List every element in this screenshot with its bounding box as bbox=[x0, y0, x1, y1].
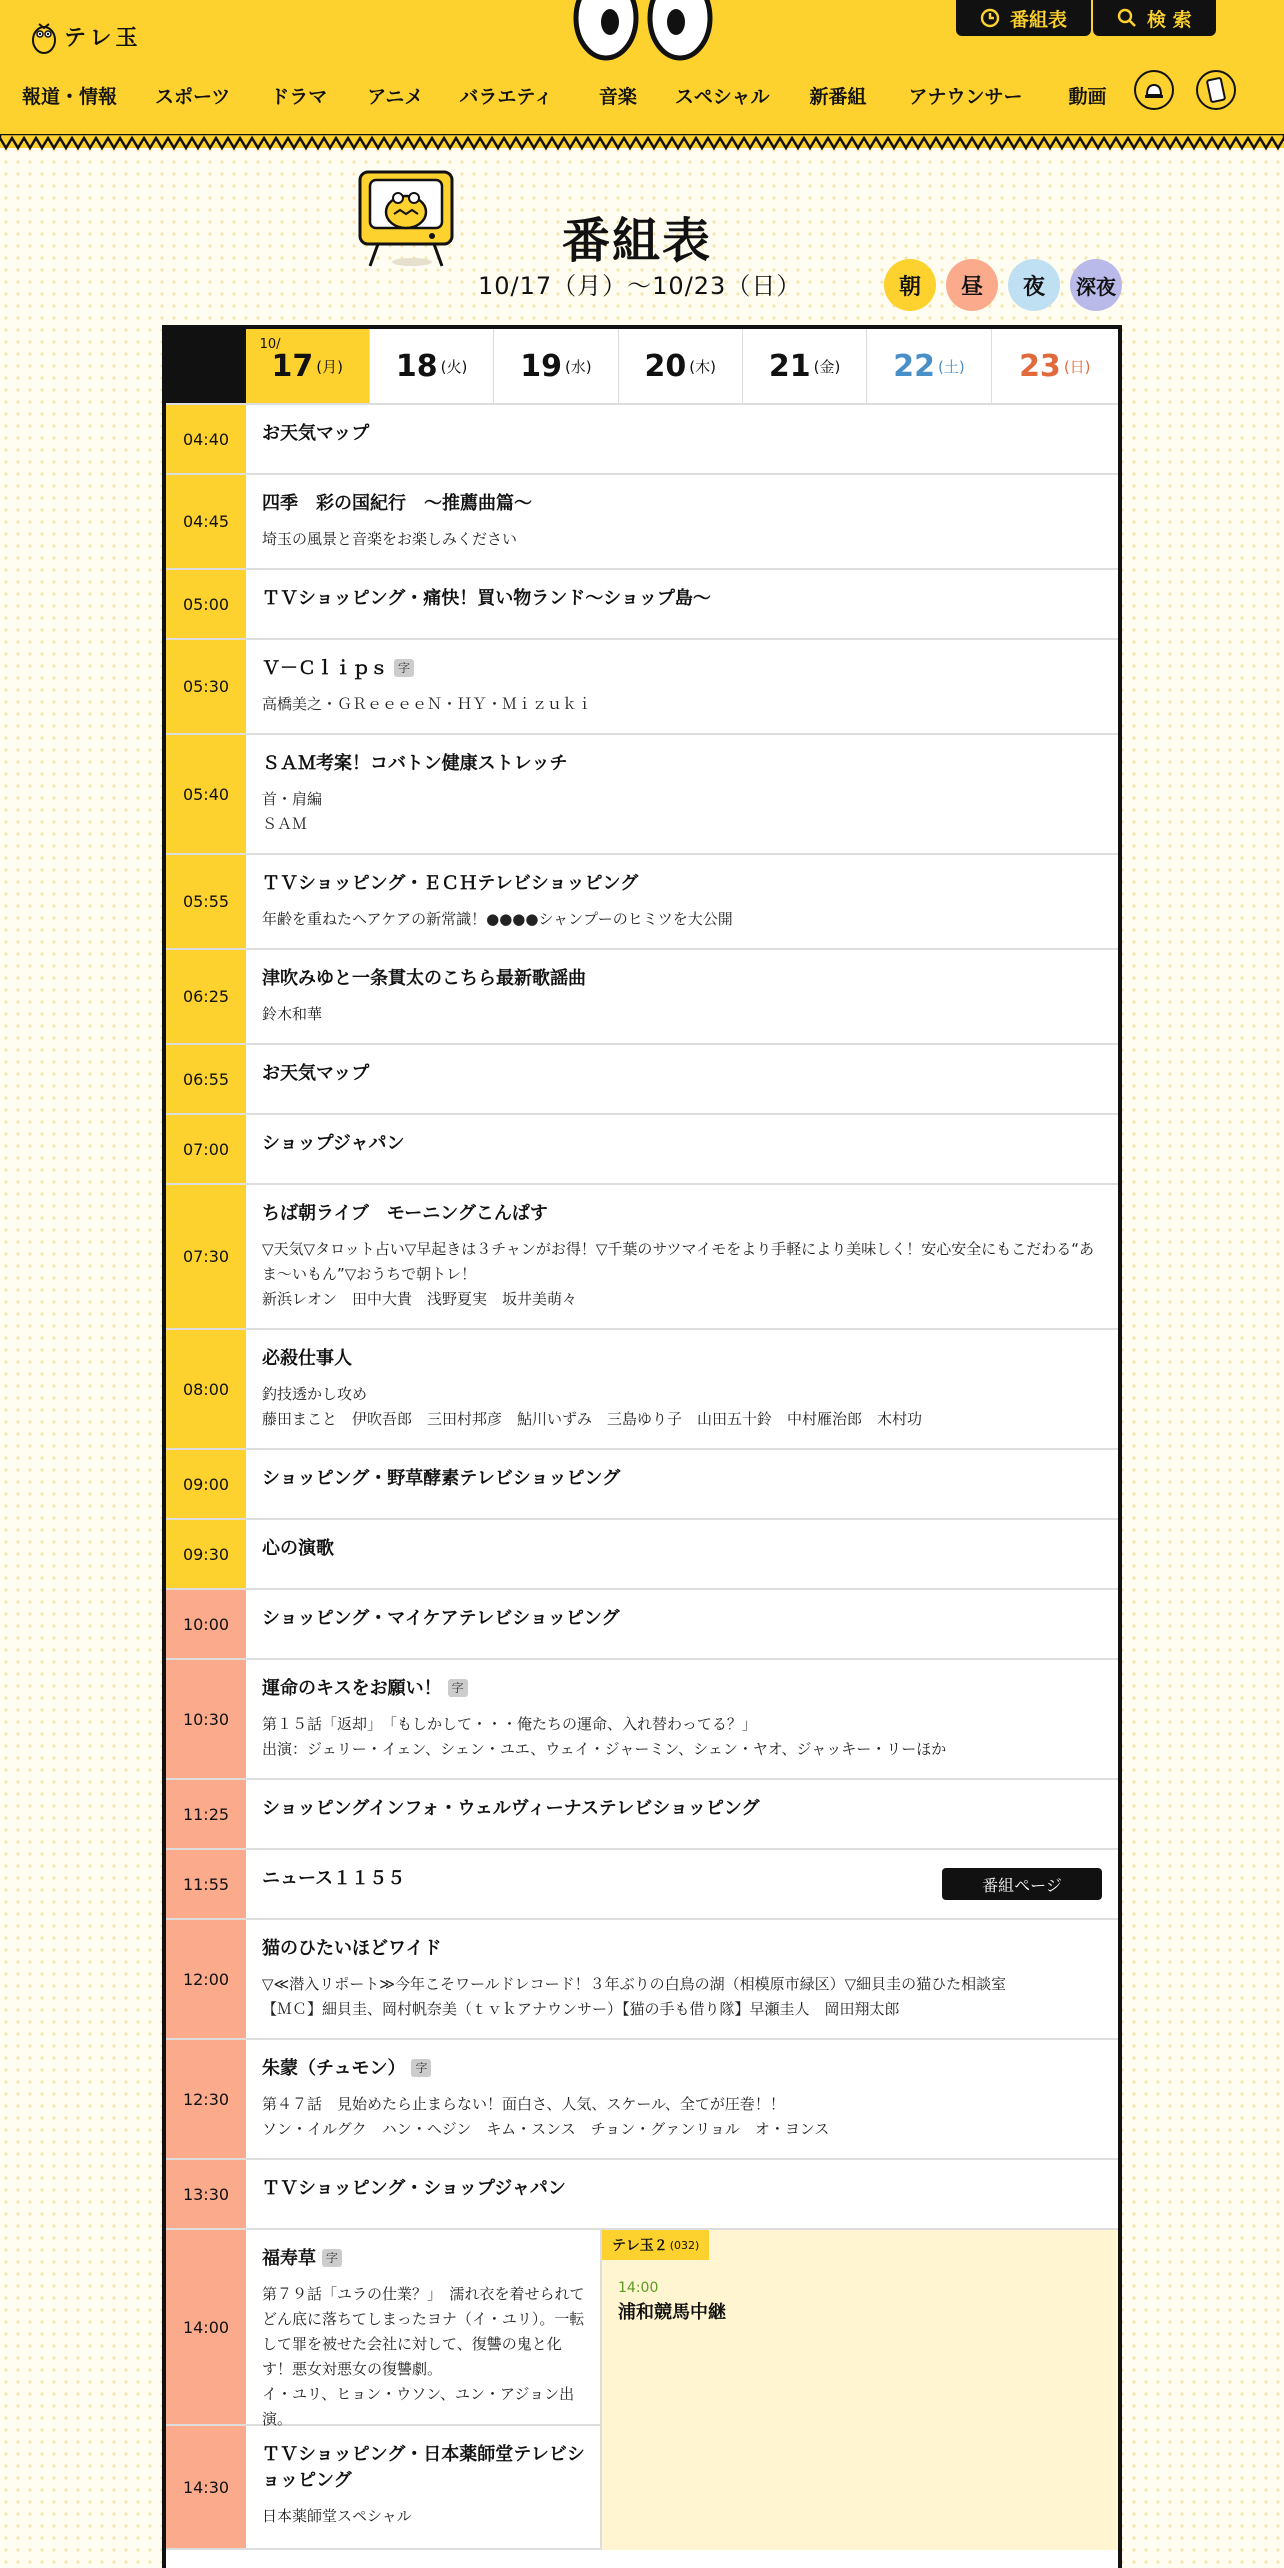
program-time: 10:00 bbox=[166, 1590, 246, 1658]
program-title[interactable] bbox=[262, 871, 1100, 897]
day-tab-17[interactable] bbox=[246, 329, 370, 403]
program-title[interactable] bbox=[262, 751, 1100, 777]
program-cell bbox=[246, 2230, 600, 2428]
program-title-text: ＴＶショッピング・ＥＣＨテレビショッピング bbox=[262, 873, 639, 894]
day-weekday: (日) bbox=[1063, 357, 1091, 376]
program-row[interactable] bbox=[166, 1780, 1118, 1850]
program-title-text: 必殺仕事人 bbox=[262, 1348, 352, 1369]
program-row[interactable] bbox=[166, 2040, 1118, 2160]
program-row[interactable] bbox=[166, 1520, 1118, 1590]
program-title[interactable] bbox=[262, 1936, 1100, 1962]
search-button-label: 検 索 bbox=[1147, 8, 1192, 31]
day-tab-22[interactable] bbox=[867, 329, 991, 403]
global-nav bbox=[22, 82, 1107, 109]
program-row[interactable] bbox=[166, 640, 1118, 735]
program-description: ▽天気▽タロット占い▽早起きは３チャンがお得！▽千葉のサツマイモをより手軽により美味しく！安心安全にもこだわる“あま～いもん”▽おうちで朝トレ！ 新浜レオン 田中大貴 浅野夏実 坂井美萌々 bbox=[262, 1240, 1094, 1308]
day-weekday: (水) bbox=[564, 357, 592, 376]
mascot-logo-icon bbox=[30, 18, 58, 54]
day-weekday: (月) bbox=[316, 357, 343, 376]
program-title[interactable] bbox=[262, 1201, 1100, 1227]
program-title-text: ＴＶショッピング・日本薬師堂テレビショッピング bbox=[262, 2444, 585, 2491]
sub-channel-number: (032) bbox=[669, 2238, 700, 2252]
program-row[interactable] bbox=[166, 1330, 1118, 1450]
program-title-text: 猫のひたいほどワイド bbox=[262, 1938, 442, 1959]
program-time: 13:30 bbox=[166, 2160, 246, 2228]
program-title-text: ショッピングインフォ・ウェルヴィーナステレビショッピング bbox=[262, 1798, 760, 1819]
logo-text: テレ玉 bbox=[64, 25, 142, 51]
program-time: 07:00 bbox=[166, 1115, 246, 1183]
program-time: 05:40 bbox=[166, 735, 246, 853]
program-row[interactable] bbox=[166, 1590, 1118, 1660]
morning-button[interactable]: 朝 bbox=[884, 259, 936, 311]
program-title-text: お天気マップ bbox=[262, 423, 370, 444]
page-title: 番組表 bbox=[562, 213, 713, 269]
program-title-text: Ｖ－Ｃｌｉｐｓ bbox=[262, 658, 388, 679]
nav-music[interactable]: 音楽 bbox=[598, 86, 637, 108]
program-time: 12:30 bbox=[166, 2040, 246, 2158]
program-cell bbox=[246, 1920, 1118, 2038]
program-row[interactable] bbox=[166, 570, 1118, 640]
program-cell bbox=[246, 2160, 1118, 2228]
program-title-text: 運命のキスをお願い！ bbox=[262, 1678, 442, 1699]
sub-channel-program-title[interactable]: 浦和競馬中継 bbox=[618, 2302, 726, 2323]
program-cell bbox=[246, 405, 1118, 473]
program-cell bbox=[246, 1590, 1118, 1658]
program-description: 首・肩編 ＳＡＭ bbox=[262, 790, 323, 833]
program-title-text: ショップジャパン bbox=[262, 1133, 405, 1154]
program-title-text: 朱蒙（チュモン） bbox=[262, 2058, 406, 2079]
program-time: 08:00 bbox=[166, 1330, 246, 1448]
program-time: 12:00 bbox=[166, 1920, 246, 2038]
sub-channel-time: 14:00 bbox=[618, 2280, 659, 2296]
day-tab-21[interactable] bbox=[743, 329, 867, 403]
program-time: 14:30 bbox=[166, 2426, 246, 2548]
program-description: 第７９話「ユラの仕業？」 濡れ衣を着せられてどん底に落ちてしまったヨナ（イ・ユリ）。一転して罪を被せた会社に対して、復讐の鬼と化す！悪女対悪女の復讐劇。 イ・ユリ、ヒョン・ウソン、ユン・アジョン出演。 bbox=[262, 2285, 585, 2428]
nav-new-programs[interactable]: 新番組 bbox=[809, 86, 867, 108]
program-time: 05:55 bbox=[166, 855, 246, 948]
program-title[interactable] bbox=[262, 1866, 1100, 1892]
program-cell bbox=[246, 640, 1118, 733]
subtitle-badge: 字 bbox=[322, 2249, 342, 2267]
program-cell bbox=[246, 2426, 600, 2548]
day-weekday: (土) bbox=[937, 357, 965, 376]
nav-news[interactable]: 報道・情報 bbox=[22, 86, 118, 108]
program-row[interactable] bbox=[166, 855, 1118, 950]
nav-special[interactable]: スペシャル bbox=[674, 86, 770, 108]
nav-videos[interactable]: 動画 bbox=[1068, 86, 1107, 108]
utility-buttons bbox=[956, 0, 1216, 36]
search-icon bbox=[1117, 8, 1137, 28]
program-title-text: ショッピング・マイケアテレビショッピング bbox=[262, 1608, 620, 1629]
subtitle-badge: 字 bbox=[448, 1679, 468, 1697]
program-row[interactable] bbox=[166, 1185, 1118, 1330]
program-row[interactable] bbox=[166, 2426, 600, 2550]
program-title[interactable] bbox=[262, 1536, 1100, 1562]
day-tab-19[interactable] bbox=[494, 329, 618, 403]
date-range: 10/17（月）〜10/23（日） bbox=[478, 272, 802, 300]
program-page-button[interactable]: 番組ページ bbox=[942, 1868, 1102, 1900]
program-description: 鈴木和華 bbox=[262, 1005, 323, 1023]
program-title[interactable] bbox=[262, 491, 1100, 517]
day-number: 18 bbox=[395, 348, 438, 384]
late-night-button[interactable]: 深夜 bbox=[1070, 259, 1122, 311]
program-row[interactable] bbox=[166, 405, 1118, 475]
program-time: 09:30 bbox=[166, 1520, 246, 1588]
nav-drama[interactable]: ドラマ bbox=[270, 86, 328, 108]
program-row[interactable] bbox=[166, 2230, 600, 2426]
program-row[interactable] bbox=[166, 950, 1118, 1045]
program-description: 埼玉の風景と音楽をお楽しみください bbox=[262, 530, 518, 548]
program-row[interactable] bbox=[166, 1660, 1118, 1780]
nav-announcers[interactable]: アナウンサー bbox=[908, 86, 1023, 108]
program-cell bbox=[246, 1520, 1118, 1588]
program-cell bbox=[246, 2040, 1118, 2158]
teletama-app-icon[interactable] bbox=[1196, 70, 1236, 110]
program-cell bbox=[246, 1850, 1118, 1918]
program-cell bbox=[246, 475, 1118, 568]
sub-channel-tag bbox=[602, 2230, 709, 2260]
program-cell bbox=[246, 570, 1118, 638]
program-row[interactable] bbox=[166, 2160, 1118, 2230]
day-number: 22 bbox=[893, 348, 935, 384]
program-row[interactable] bbox=[166, 1045, 1118, 1115]
program-title-text: ＳＡＭ考案！コバトン健康ストレッチ bbox=[262, 753, 568, 774]
program-title[interactable] bbox=[262, 421, 1100, 447]
program-title[interactable] bbox=[262, 1676, 1100, 1702]
program-row[interactable] bbox=[166, 1450, 1118, 1520]
time-of-day-filter bbox=[884, 259, 1122, 311]
program-title[interactable] bbox=[262, 1061, 1100, 1087]
day-month: 10/ bbox=[259, 337, 281, 352]
bell-icon bbox=[1142, 78, 1166, 102]
program-time: 10:30 bbox=[166, 1660, 246, 1778]
program-title-text: ＴＶショッピング・ショップジャパン bbox=[262, 2178, 566, 2199]
nav-anime[interactable]: アニメ bbox=[367, 86, 424, 108]
noon-button[interactable]: 昼 bbox=[946, 259, 998, 311]
day-weekday: (火) bbox=[440, 357, 468, 376]
program-title[interactable] bbox=[262, 966, 1100, 992]
program-cell bbox=[246, 855, 1118, 948]
program-title[interactable] bbox=[262, 2176, 1100, 2202]
subtitle-badge: 字 bbox=[394, 659, 414, 677]
program-title-text: ちば朝ライブ モーニングこんぱす bbox=[262, 1203, 548, 1224]
program-description: 年齢を重ねたヘアケアの新常識！●●●●シャンプーのヒミツを大公開 bbox=[262, 910, 733, 928]
day-tabs bbox=[166, 329, 1118, 405]
program-time: 11:55 bbox=[166, 1850, 246, 1918]
program-time: 06:55 bbox=[166, 1045, 246, 1113]
program-time: 04:40 bbox=[166, 405, 246, 473]
sub-channel-column bbox=[602, 2230, 1118, 2550]
split-channel-section bbox=[166, 2230, 1118, 2550]
program-title-text: 津吹みゆと一条貫太のこちら最新歌謡曲 bbox=[262, 968, 586, 989]
day-tab-23[interactable] bbox=[992, 329, 1118, 403]
day-tab-20[interactable] bbox=[619, 329, 743, 403]
program-time: 05:30 bbox=[166, 640, 246, 733]
program-title-text: ニュース１１５５ bbox=[262, 1868, 406, 1889]
day-number: 21 bbox=[768, 348, 811, 384]
program-title[interactable] bbox=[262, 1606, 1100, 1632]
program-title[interactable] bbox=[262, 656, 1100, 682]
program-list bbox=[166, 405, 1118, 2230]
program-row[interactable] bbox=[166, 735, 1118, 855]
schedule-button[interactable] bbox=[956, 0, 1091, 36]
program-title[interactable] bbox=[262, 1346, 1100, 1372]
program-title-text: 福寿草 bbox=[262, 2248, 316, 2269]
program-description: 釣技透かし攻め 藤田まこと 伊吹吾郎 三田村邦彦 鮎川いずみ 三島ゆり子 山田五十鈴 中村雁治郎 木村功 bbox=[262, 1385, 923, 1428]
site-header bbox=[0, 0, 1284, 148]
program-cell bbox=[246, 1450, 1118, 1518]
subtitle-badge: 字 bbox=[411, 2059, 431, 2077]
program-cell bbox=[246, 1115, 1118, 1183]
program-time: 07:30 bbox=[166, 1185, 246, 1328]
program-description: 日本薬師堂スペシャル bbox=[262, 2507, 412, 2525]
tv-mascot-icon bbox=[352, 168, 460, 268]
program-time: 09:00 bbox=[166, 1450, 246, 1518]
program-time: 11:25 bbox=[166, 1780, 246, 1848]
program-title-text: お天気マップ bbox=[262, 1063, 370, 1084]
header-zigzag-edge bbox=[0, 134, 1284, 152]
program-description: 第１５話「返却」 「もしかして・・・俺たちの運命、入れ替わってる？」 出演：ジェリー・イェン、シェン・ユエ、ウェイ・ジャーミン、シェン・ヤオ、ジャッキー・リーほか bbox=[262, 1715, 947, 1758]
program-title[interactable] bbox=[262, 2246, 586, 2272]
nav-variety[interactable]: バラエティ bbox=[459, 86, 553, 108]
day-weekday: (木) bbox=[689, 357, 717, 376]
program-title[interactable] bbox=[262, 1796, 1100, 1822]
day-number: 20 bbox=[644, 348, 687, 384]
main-channel-column bbox=[166, 2230, 602, 2550]
logo[interactable] bbox=[30, 18, 142, 54]
search-button[interactable] bbox=[1093, 0, 1216, 36]
program-cell bbox=[246, 735, 1118, 853]
program-description: 第４７話 見始めたら止まらない！面白さ、人気、スケール、全てが圧巻！！ ソン・イルグク ハン・ヘジン キム・スンス チョン・グァンリョル オ・ヨンス bbox=[262, 2095, 830, 2138]
program-title[interactable] bbox=[262, 2442, 586, 2494]
nav-icon-links bbox=[1134, 70, 1236, 110]
program-cell bbox=[246, 1780, 1118, 1848]
clock-icon bbox=[980, 8, 1000, 28]
program-row[interactable] bbox=[166, 1850, 1118, 1920]
program-description: 高橋美之・ＧＲｅｅｅｅＮ・ＨＹ・Ｍｉｚｕｋｉ bbox=[262, 695, 593, 713]
program-row[interactable] bbox=[166, 1115, 1118, 1185]
program-cell bbox=[246, 1045, 1118, 1113]
program-title-text: ＴＶショッピング・痛快！買い物ランド～ショップ島～ bbox=[262, 588, 711, 609]
night-button[interactable]: 夜 bbox=[1008, 259, 1060, 311]
day-tabs-corner bbox=[166, 329, 246, 403]
program-time: 04:45 bbox=[166, 475, 246, 568]
smartphone-icon bbox=[1205, 77, 1227, 103]
day-number: 23 bbox=[1019, 348, 1061, 384]
program-time: 05:00 bbox=[166, 570, 246, 638]
program-schedule bbox=[162, 325, 1122, 2568]
schedule-button-label: 番組表 bbox=[1010, 8, 1068, 31]
program-cell bbox=[246, 1185, 1118, 1328]
program-title[interactable] bbox=[262, 2056, 1100, 2082]
day-weekday: (金) bbox=[813, 357, 841, 376]
day-number: 19 bbox=[520, 348, 562, 384]
program-title-text: 四季 彩の国紀行 ～推薦曲篇～ bbox=[262, 493, 532, 514]
day-number: 17 bbox=[271, 348, 314, 384]
sub-channel-name: テレ玉２ bbox=[612, 2238, 668, 2254]
mascot-eyes-icon bbox=[570, 0, 716, 64]
program-time: 14:00 bbox=[166, 2230, 246, 2424]
program-description: ▽≪潜入リポート≫今年こそワールドレコード！３年ぶりの白鳥の湖（相模原市緑区）▽細貝圭の猫ひた相談室 【ＭＣ】細貝圭、岡村帆奈美（ｔｖｋアナウンサー）【猫の手も借り隊】早瀬圭人 岡田翔太郎 bbox=[262, 1975, 1007, 2018]
program-title-text: 心の演歌 bbox=[262, 1538, 334, 1559]
program-title[interactable] bbox=[262, 1466, 1100, 1492]
program-cell bbox=[246, 950, 1118, 1043]
program-cell bbox=[246, 1330, 1118, 1448]
day-tab-18[interactable] bbox=[370, 329, 494, 403]
nav-sports[interactable]: スポーツ bbox=[155, 86, 231, 108]
program-title-text: ショッピング・野草酵素テレビショッピング bbox=[262, 1468, 621, 1489]
program-row[interactable] bbox=[166, 1920, 1118, 2040]
teletama-tsushin-icon[interactable] bbox=[1134, 70, 1174, 110]
program-cell bbox=[246, 1660, 1118, 1778]
program-row[interactable] bbox=[166, 475, 1118, 570]
program-title[interactable] bbox=[262, 586, 1100, 612]
program-title[interactable] bbox=[262, 1131, 1100, 1157]
program-time: 06:25 bbox=[166, 950, 246, 1043]
